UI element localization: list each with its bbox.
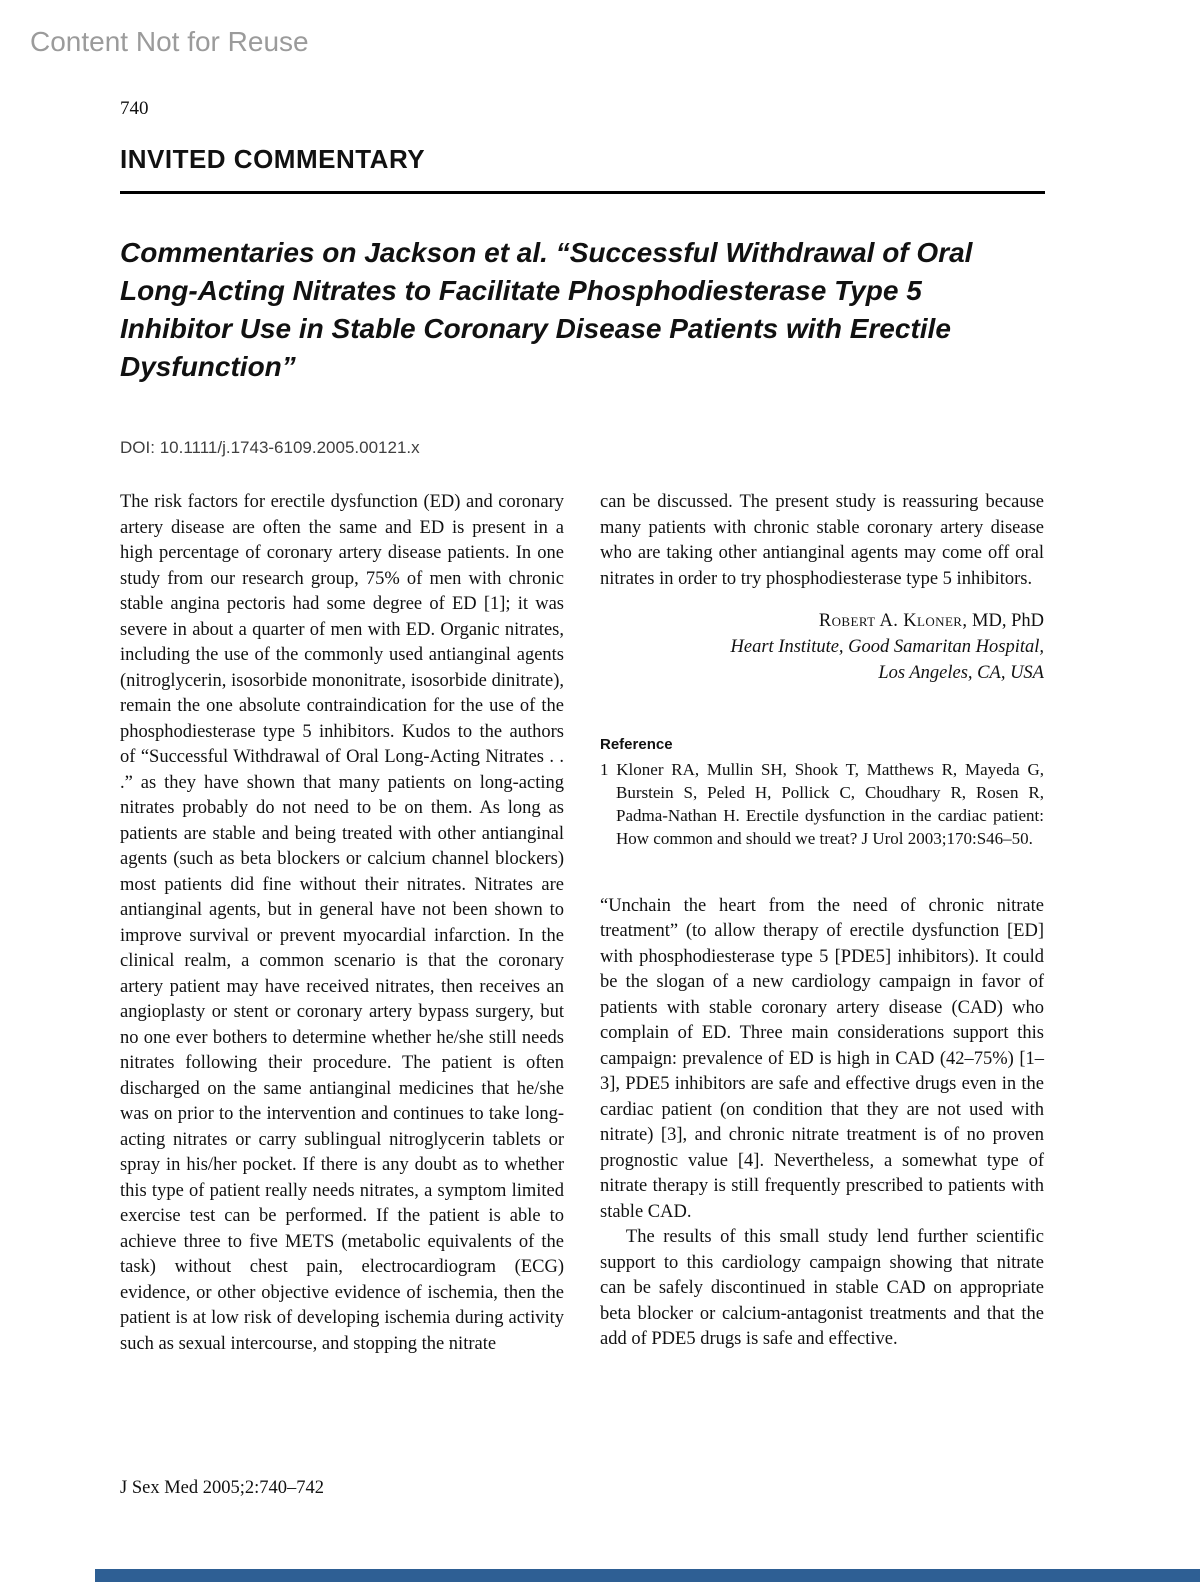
bottom-accent-bar — [95, 1569, 1200, 1582]
left-column-paragraph: The risk factors for erectile dysfunction (ED) and coronary artery disease are often the same and ED is present in a high percentage of coronary artery disease patients. In one study from our research group, 75% of men with chronic stable angina pectoris had some degree of ED [1]; it was severe in about a quarter of men with ED. Organic nitrates, including the use of the commonly used antianginal agents (nitroglycerin, isosorbide mononitrate, isosorbide dinitrate), remain the one absolute contraindication for the use of the phosphodiesterase type 5 inhibitors. Kudos to the authors of “Successful Withdrawal of Oral Long-Acting Nitrates . . .” as they have shown that many patients on long-acting nitrates probably do not need to be on them. As long as patients are stable and being treated with other antianginal agents (such as beta blockers or calcium channel blockers) most patients did fine without their nitrates. Nitrates are antianginal agents, but in general have not been shown to improve survival or prevent myocardial infarction. In the clinical realm, a common scenario is that the coronary artery patient may have received nitrates, then receives an angioplasty or stent or coronary artery bypass surgery, but no one ever bothers to determine whether he/she still needs nitrates following their procedure. The patient is often discharged on the same antianginal medicines that he/she was on prior to the intervention and continues to take long-acting nitrates or carry sublingual nitroglycerin tablets or spray in his/her pocket. If there is any doubt as to whether this type of patient really needs nitrates, a symptom limited exercise test can be performed. If the patient is able to achieve three to five METS (metabolic equivalents of the task) without chest pain, electrocardiogram (ECG) evidence, or other objective evidence of ischemia, then the patient is at low risk of developing ischemia during activity such as sexual intercourse, and stopping the nitrate — [120, 492, 564, 1354]
article-title: Commentaries on Jackson et al. “Successful Withdrawal of Oral Long-Acting Nitrates to Facilitate Phosphodiesterase Type 5 Inhibitor Use in Stable Coronary Disease Patients with Erectile Dysfunction” — [120, 237, 973, 382]
right-column — [600, 490, 1044, 1357]
footer-citation: J Sex Med 2005;2:740–742 — [120, 1478, 325, 1498]
second-commentary-paragraph-1: “Unchain the heart from the need of chronic nitrate treatment” (to allow therapy of erectile dysfunction [ED] with phosphodiesterase type 5 [PDE5] inhibitors). It could be the slogan of a new cardiology campaign in favor of patients with stable coronary artery disease (CAD) who complain of ED. Three main considerations support this campaign: prevalence of ED is high in CAD (42–75%) [1–3], PDE5 inhibitors are safe and effective drugs even in the cardiac patient (on condition that they are not used with nitrate) [3], and chronic nitrate treatment is of no proven prognostic value [4]. Nevertheless, a somewhat type of nitrate therapy is still frequently prescribed to patients with stable CAD. — [600, 895, 1044, 1222]
doi-line — [120, 438, 1045, 458]
continuation-paragraph: can be discussed. The present study is reassuring because many patients with chronic stable coronary artery disease who are taking other antianginal agents may come off oral nitrates in order to try phosphodiesterase type 5 inhibitors. — [600, 492, 1044, 589]
reference-number: 1 — [600, 759, 609, 779]
page-number: 740 — [120, 98, 149, 119]
doi-label: DOI: — [120, 438, 155, 457]
reference-text: Kloner RA, Mullin SH, Shook T, Matthews R, Mayeda G, Burstein S, Peled H, Pollick C, Choudhary R, Rosen R, Padma-Nathan H. Erectile dysfunction in the cardiac patient: How common and should we treat? J Urol 2003;170:S46–50. — [616, 759, 1045, 848]
reference-item — [600, 758, 1044, 850]
page-content — [120, 0, 1045, 1357]
section-heading: INVITED COMMENTARY — [120, 144, 426, 174]
signature-block — [600, 608, 1044, 686]
author-name: Robert A. Kloner, — [818, 611, 968, 631]
author-line — [600, 608, 1044, 634]
author-degrees: MD, PhD — [967, 611, 1044, 631]
body-columns — [120, 490, 1045, 1357]
second-commentary-paragraph-2: The results of this small study lend further scientific support to this cardiology campaign showing that nitrate can be safely discontinued in stable CAD on appropriate beta blocker or calcium-antagonist treatments and that the add of PDE5 drugs is safe and effective. — [600, 1227, 1044, 1349]
affiliation-line-2: Los Angeles, CA, USA — [878, 663, 1044, 683]
second-commentary — [600, 894, 1044, 1353]
watermark: Content Not for Reuse — [30, 26, 309, 57]
reference-heading: Reference — [600, 736, 673, 753]
doi-value: 10.1111/j.1743-6109.2005.00121.x — [159, 438, 420, 457]
heading-rule — [120, 191, 1045, 194]
affiliation-line-1: Heart Institute, Good Samaritan Hospital, — [730, 637, 1044, 657]
left-column — [120, 490, 564, 1357]
